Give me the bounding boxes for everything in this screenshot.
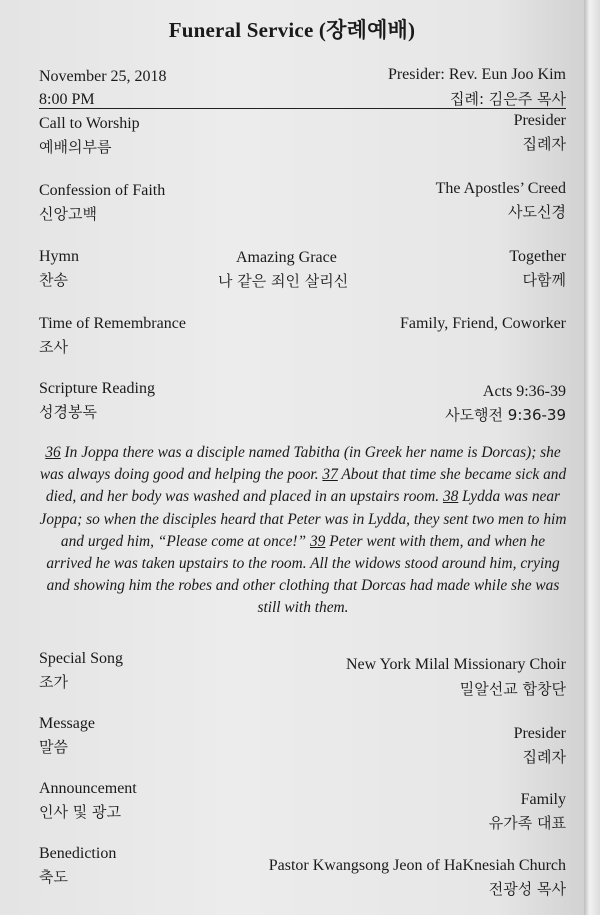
item-call-to-worship-en: Call to Worship <box>39 115 140 132</box>
verse-39-text: Peter went with them, and when he arrived he was taken upstairs to the room. All the widows stood around him, crying and showing him the robes and other clothing that Dorcas had made while she was still with them. <box>46 532 560 617</box>
item-announcement-right-kr: 유가족 대표 <box>488 814 566 832</box>
item-call-to-worship-kr: 예배의부름 <box>39 138 112 156</box>
scripture-passage <box>38 442 568 620</box>
item-hymn-kr: 찬송 <box>39 271 68 289</box>
item-message-kr: 말씀 <box>39 738 68 756</box>
item-announcement-kr: 인사 및 광고 <box>39 803 121 821</box>
item-benediction-kr: 축도 <box>39 868 68 886</box>
item-announcement-right-en: Family <box>520 791 566 808</box>
header-rule <box>39 108 566 109</box>
verse-37-number: 37 <box>322 466 338 484</box>
service-date: November 25, 2018 <box>39 68 167 85</box>
paper-fold-edge <box>584 0 600 915</box>
item-call-to-worship-right-kr: 집례자 <box>522 135 566 153</box>
item-call-to-worship-right-en: Presider <box>513 112 566 129</box>
item-confession-right-kr: 사도신경 <box>508 203 566 221</box>
verse-36-text: In Joppa there was a disciple named Tabitha (in Greek her name is Dorcas); she was always doing good and helping the poor. <box>39 444 561 484</box>
item-message-right-kr: 집례자 <box>522 748 566 766</box>
item-remembrance-en: Time of Remembrance <box>39 315 186 332</box>
item-benediction-right-en: Pastor Kwangsong Jeon of HaKnesiah Church <box>268 857 566 874</box>
item-remembrance-right-en: Family, Friend, Coworker <box>399 315 566 332</box>
verse-38-text: Lydda was near Joppa; so when the disciples heard that Peter was in Lydda, they sent two men to him and urged him, “Please come at once!” <box>39 488 567 550</box>
presider-kr: 집례: 김은주 목사 <box>449 90 566 108</box>
item-scripture-en: Scripture Reading <box>39 380 155 397</box>
item-hymn-middle-en: Amazing Grace <box>236 249 337 266</box>
item-special-song-right-en: New York Milal Missionary Choir <box>345 656 566 673</box>
item-hymn-right-kr: 다함께 <box>522 271 566 289</box>
item-special-song-right-kr: 밀알선교 합창단 <box>459 680 566 698</box>
service-time: 8:00 PM <box>39 91 95 108</box>
item-message-right-en: Presider <box>513 725 566 742</box>
item-remembrance-kr: 조사 <box>39 338 68 356</box>
page-title: Funeral Service (장례예배) <box>168 18 416 42</box>
verse-36-number: 36 <box>45 444 61 461</box>
item-benediction-en: Benediction <box>39 845 117 862</box>
item-special-song-en: Special Song <box>39 650 123 667</box>
presider-en: Presider: Rev. Eun Joo Kim <box>387 66 566 83</box>
item-confession-en: Confession of Faith <box>39 182 166 199</box>
item-hymn-right-en: Together <box>509 248 566 265</box>
item-confession-right-en: The Apostles’ Creed <box>435 180 566 197</box>
verse-39-number: 39 <box>309 532 326 550</box>
item-hymn-middle-kr: 나 같은 죄인 살리신 <box>218 272 349 290</box>
item-benediction-right-kr: 전광성 목사 <box>488 880 566 898</box>
item-scripture-right-en: Acts 9:36-39 <box>482 383 566 400</box>
verse-37-text: About that time she became sick and died, and her body was washed and placed in an upstairs room. <box>45 466 567 506</box>
item-confession-kr: 신앙고백 <box>39 205 97 223</box>
item-hymn-en: Hymn <box>39 248 79 265</box>
item-special-song-kr: 조가 <box>39 673 68 691</box>
item-scripture-right-kr: 사도행전 9:36-39 <box>445 406 566 424</box>
item-announcement-en: Announcement <box>39 780 137 797</box>
item-message-en: Message <box>39 715 95 732</box>
item-scripture-kr: 성경봉독 <box>39 403 97 421</box>
verse-38-number: 38 <box>442 488 459 506</box>
